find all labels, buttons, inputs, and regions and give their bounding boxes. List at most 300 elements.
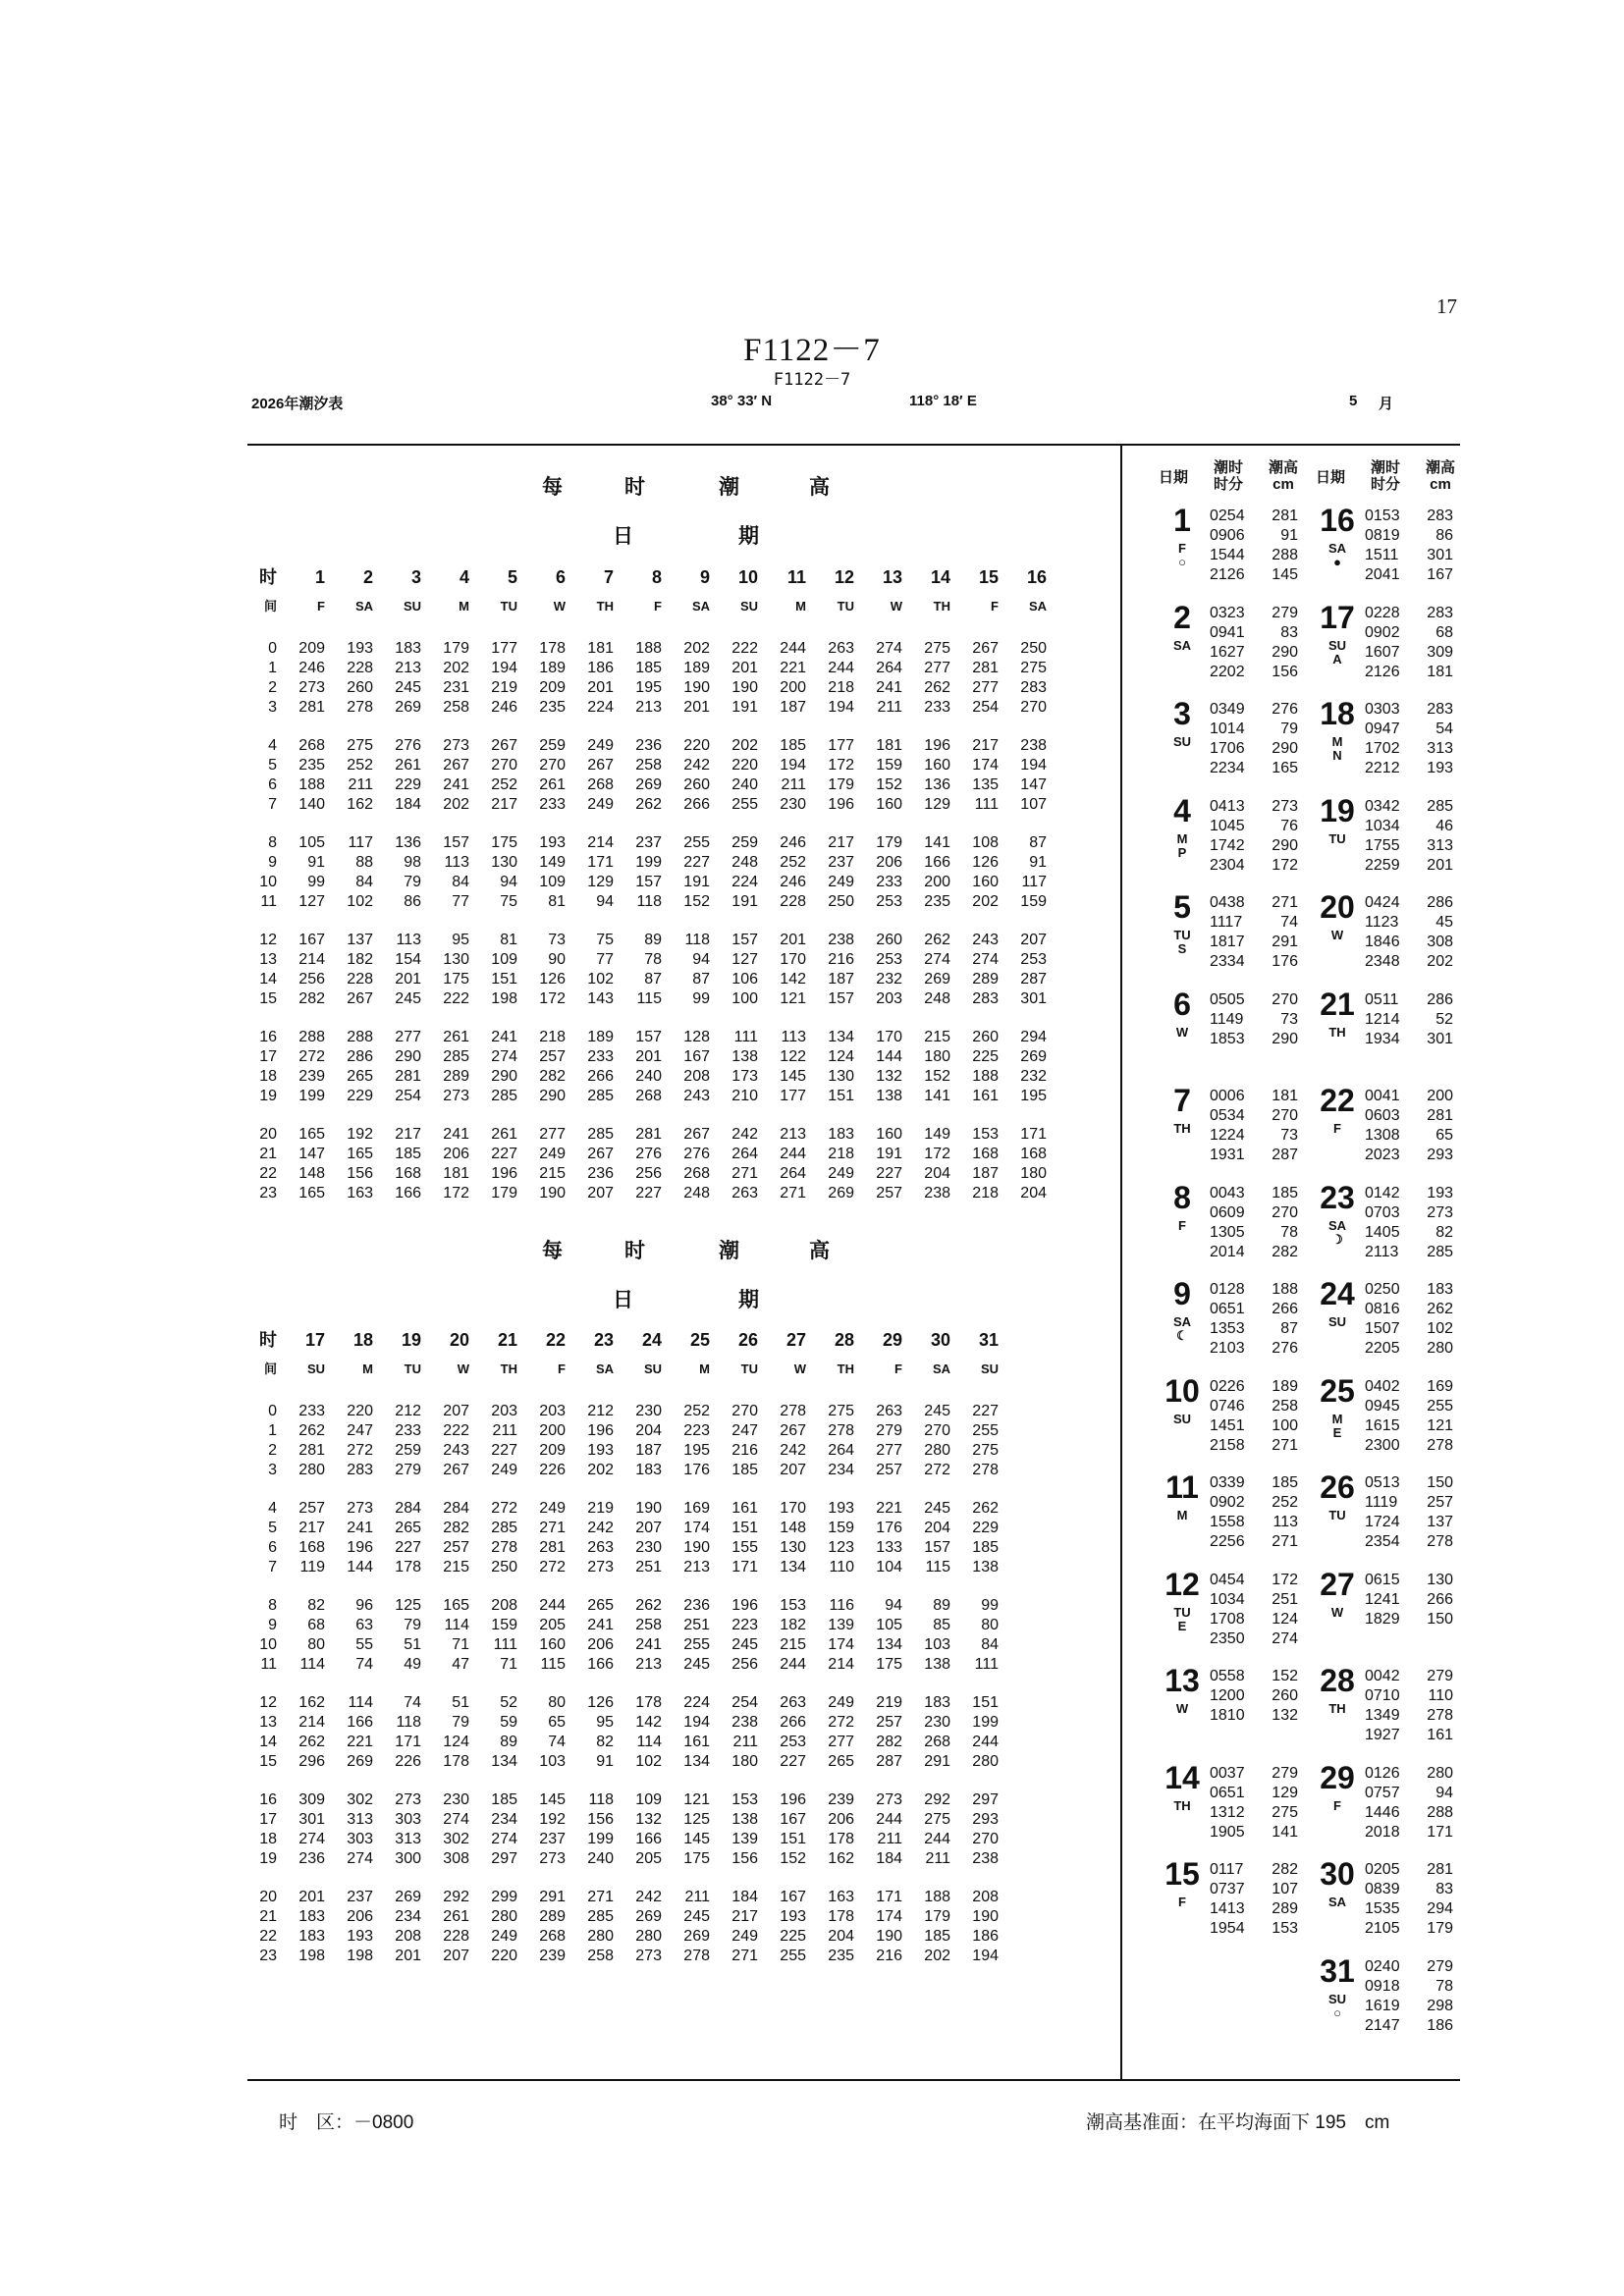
weekday-label: W — [553, 599, 566, 614]
tide-time: 1702 — [1365, 740, 1400, 757]
height-cell: 188 — [298, 776, 325, 793]
height-cell: 102 — [635, 1753, 662, 1770]
height-cell: 283 — [972, 990, 999, 1007]
weekday-label: M — [795, 599, 806, 614]
tide-height: 189 — [1272, 1377, 1298, 1395]
tide-event — [1365, 1280, 1453, 1300]
tide-event — [1210, 663, 1298, 682]
tide-day-number: 16 — [1320, 503, 1355, 538]
height-cell: 105 — [298, 834, 325, 851]
height-cell: 259 — [731, 834, 758, 851]
tide-event — [1210, 623, 1298, 643]
tide-times — [1365, 1184, 1453, 1262]
height-cell: 285 — [587, 1088, 614, 1104]
tide-event — [1365, 739, 1453, 759]
tide-time: 1810 — [1210, 1707, 1245, 1724]
height-cell: 309 — [298, 1791, 325, 1808]
height-cell: 249 — [491, 1928, 517, 1945]
tide-time: 2023 — [1365, 1147, 1400, 1163]
tide-day-number: 15 — [1164, 1856, 1200, 1892]
height-cell: 193 — [780, 1908, 806, 1925]
height-cell: 185 — [731, 1462, 758, 1478]
height-cell: 241 — [443, 1126, 469, 1143]
phase-mark: ● — [1333, 555, 1341, 569]
height-cell: 80 — [981, 1617, 999, 1633]
weekday-label: W — [1175, 1701, 1189, 1716]
height-cell: 313 — [347, 1811, 373, 1828]
tide-time: 1544 — [1210, 547, 1245, 563]
height-cell: 201 — [635, 1048, 662, 1065]
height-cell: 51 — [404, 1636, 421, 1653]
height-cell: 168 — [395, 1165, 421, 1182]
tide-event — [1365, 990, 1453, 1010]
height-cell: 145 — [683, 1831, 710, 1847]
height-cell: 245 — [924, 1500, 950, 1517]
tide-event — [1210, 1706, 1298, 1726]
tide-day-number: 20 — [1320, 889, 1355, 925]
height-cell: 231 — [443, 679, 469, 696]
tide-day-weekday — [1320, 1026, 1355, 1040]
tide-height: 156 — [1272, 663, 1298, 680]
height-cell: 86 — [404, 893, 421, 910]
height-cell: 106 — [731, 971, 758, 988]
height-cell: 267 — [587, 1146, 614, 1162]
height-cell: 247 — [347, 1422, 373, 1439]
tide-day-number: 10 — [1164, 1372, 1200, 1409]
height-cell: 272 — [347, 1442, 373, 1459]
tide-event — [1365, 1300, 1453, 1319]
height-cell: 222 — [443, 990, 469, 1007]
height-cell: 258 — [635, 1617, 662, 1633]
tide-times — [1365, 893, 1453, 972]
height-cell: 178 — [635, 1694, 662, 1711]
tide-event — [1210, 1610, 1298, 1629]
height-cell: 285 — [587, 1126, 614, 1143]
height-cell: 175 — [491, 834, 517, 851]
height-cell: 103 — [539, 1753, 566, 1770]
height-cell: 161 — [972, 1088, 999, 1104]
height-cell: 237 — [828, 854, 854, 871]
tide-event — [1365, 1610, 1453, 1629]
height-cell: 189 — [539, 660, 566, 676]
hour-label: 1 — [268, 1422, 277, 1439]
weekday-label: TH — [500, 1362, 517, 1376]
side-header-date-2: 日期 — [1316, 469, 1346, 486]
height-cell: 157 — [635, 874, 662, 890]
height-cell: 246 — [491, 699, 517, 716]
height-cell: 213 — [780, 1126, 806, 1143]
height-cell: 161 — [731, 1500, 758, 1517]
height-cell: 217 — [731, 1908, 758, 1925]
height-cell: 194 — [828, 699, 854, 716]
height-cell: 230 — [635, 1403, 662, 1419]
tide-time: 0703 — [1365, 1203, 1400, 1221]
height-cell: 182 — [780, 1617, 806, 1633]
height-cell: 255 — [972, 1422, 999, 1439]
height-cell: 126 — [587, 1694, 614, 1711]
height-cell: 207 — [443, 1948, 469, 1964]
tide-event — [1210, 1823, 1298, 1842]
height-cell: 242 — [780, 1442, 806, 1459]
page-title: F1122－7 — [743, 333, 881, 368]
height-cell: 236 — [587, 1165, 614, 1182]
hour-label: 3 — [268, 1462, 277, 1478]
height-cell: 168 — [1020, 1146, 1047, 1162]
tide-event — [1210, 1513, 1298, 1532]
tide-time: 0006 — [1210, 1088, 1245, 1104]
height-cell: 282 — [298, 990, 325, 1007]
height-cell: 194 — [972, 1948, 999, 1964]
spacer-cell — [247, 1772, 277, 1790]
height-cell: 238 — [1020, 737, 1047, 754]
height-cell: 89 — [933, 1597, 950, 1614]
height-cell: 291 — [924, 1753, 950, 1770]
spacer-row — [247, 1383, 999, 1402]
tide-time: 0609 — [1210, 1203, 1245, 1221]
day-number: 9 — [699, 567, 710, 587]
height-cell: 254 — [395, 1088, 421, 1104]
height-cell: 206 — [347, 1908, 373, 1925]
hour-label-bottom: 间 — [263, 1362, 277, 1376]
height-cell: 280 — [635, 1928, 662, 1945]
tide-height: 275 — [1272, 1803, 1298, 1821]
height-cell: 206 — [876, 854, 902, 871]
tide-event — [1210, 1243, 1298, 1262]
heading-char: 时 — [624, 1240, 645, 1262]
height-cell: 129 — [924, 796, 950, 813]
tide-time: 2018 — [1365, 1823, 1400, 1841]
height-cell: 159 — [876, 757, 902, 774]
height-cell: 223 — [683, 1422, 710, 1439]
height-cell: 217 — [395, 1126, 421, 1143]
tide-day-number: 27 — [1320, 1566, 1355, 1602]
weekday-label: TU — [1173, 928, 1191, 942]
height-cell: 204 — [924, 1520, 950, 1536]
weekday-label: TH — [1328, 1701, 1346, 1716]
tide-time: 0128 — [1210, 1281, 1245, 1298]
height-cell: 91 — [307, 854, 325, 871]
height-cell: 194 — [683, 1714, 710, 1731]
tide-time: 0651 — [1210, 1784, 1245, 1801]
tide-height: 279 — [1427, 1668, 1453, 1684]
height-cell: 225 — [780, 1928, 806, 1945]
height-cell: 212 — [587, 1403, 614, 1419]
height-cell: 160 — [876, 1126, 902, 1143]
tide-height: 290 — [1272, 740, 1298, 757]
height-cell: 267 — [443, 757, 469, 774]
tide-times — [1210, 1860, 1298, 1939]
height-cell: 244 — [828, 660, 854, 676]
tide-height: 271 — [1272, 1533, 1298, 1550]
height-cell: 187 — [780, 699, 806, 716]
hour-label: 18 — [259, 1068, 277, 1085]
heading-char: 时 — [624, 476, 645, 499]
weekday-label: TU — [740, 1362, 758, 1376]
hour-row — [247, 1145, 1047, 1164]
height-cell: 107 — [1020, 796, 1047, 813]
height-cell: 249 — [539, 1500, 566, 1517]
hour-label: 19 — [259, 1088, 277, 1104]
height-cell: 290 — [539, 1088, 566, 1104]
tide-height: 313 — [1427, 740, 1453, 757]
day-number-row — [247, 1324, 999, 1356]
height-cell: 191 — [731, 893, 758, 910]
tide-event — [1365, 856, 1453, 876]
height-cell: 196 — [731, 1597, 758, 1614]
day-number: 30 — [930, 1330, 950, 1350]
height-cell: 166 — [347, 1714, 373, 1731]
height-cell: 172 — [443, 1185, 469, 1201]
tide-event — [1210, 1126, 1298, 1146]
height-cell: 221 — [780, 660, 806, 676]
height-cell: 203 — [491, 1403, 517, 1419]
height-cell: 185 — [635, 660, 662, 676]
day-number: 24 — [641, 1330, 662, 1350]
page-number: 17 — [1436, 294, 1457, 318]
hour-row — [247, 892, 1047, 912]
height-cell: 155 — [731, 1539, 758, 1556]
tide-height: 150 — [1427, 1474, 1453, 1491]
height-cell: 195 — [1020, 1088, 1047, 1104]
height-cell: 268 — [635, 1088, 662, 1104]
height-cell: 280 — [298, 1462, 325, 1478]
tide-time: 1853 — [1210, 1030, 1245, 1047]
height-cell: 224 — [683, 1694, 710, 1711]
height-cell: 181 — [443, 1165, 469, 1182]
height-cell: 153 — [972, 1126, 999, 1143]
height-cell: 130 — [780, 1539, 806, 1556]
tide-times — [1365, 1957, 1453, 2036]
tide-event — [1365, 1513, 1453, 1532]
day-number: 2 — [362, 567, 373, 587]
weekday-label: W — [1175, 1024, 1189, 1040]
height-cell: 85 — [933, 1617, 950, 1633]
height-cell: 182 — [347, 951, 373, 968]
height-cell: 208 — [683, 1068, 710, 1085]
day-number: 3 — [410, 567, 421, 587]
tide-height: 279 — [1427, 1957, 1453, 1975]
height-cell: 190 — [972, 1908, 999, 1925]
weekday-label: SU — [1172, 1411, 1192, 1426]
height-cell: 313 — [395, 1831, 421, 1847]
height-cell: 208 — [491, 1597, 517, 1614]
tide-time: 2113 — [1365, 1243, 1399, 1260]
height-cell: 303 — [395, 1811, 421, 1828]
height-cell: 95 — [452, 932, 469, 948]
height-cell: 113 — [444, 854, 469, 871]
height-cell: 241 — [635, 1636, 662, 1653]
height-cell: 272 — [491, 1500, 517, 1517]
tide-time: 1117 — [1210, 914, 1243, 931]
height-cell: 262 — [298, 1422, 325, 1439]
phase-mark: S — [1177, 941, 1187, 956]
height-cell: 171 — [731, 1559, 758, 1575]
tide-times — [1365, 507, 1453, 585]
hour-label: 20 — [259, 1126, 277, 1143]
tide-height: 288 — [1272, 547, 1298, 563]
tide-event — [1210, 1436, 1298, 1456]
hour-label: 7 — [268, 796, 277, 813]
height-cell: 187 — [972, 1165, 999, 1182]
height-cell: 227 — [635, 1185, 662, 1201]
height-cell: 288 — [347, 1029, 373, 1045]
height-cell: 115 — [540, 1656, 566, 1673]
height-cell: 180 — [1020, 1165, 1047, 1182]
tide-day-weekday — [1164, 1702, 1200, 1716]
weekday-label: F — [1333, 1121, 1341, 1136]
height-cell: 195 — [683, 1442, 710, 1459]
height-cell: 290 — [395, 1048, 421, 1065]
height-cell: 216 — [828, 951, 854, 968]
phase-mark: N — [1332, 748, 1342, 763]
height-cell: 265 — [828, 1753, 854, 1770]
height-cell: 269 — [635, 1908, 662, 1925]
hour-row — [247, 1790, 999, 1810]
weekday-label: TH — [1173, 1121, 1191, 1136]
height-cell: 151 — [731, 1520, 758, 1536]
height-cell: 176 — [876, 1520, 902, 1536]
height-cell: 115 — [925, 1559, 950, 1575]
height-cell: 177 — [491, 640, 517, 657]
tide-times — [1210, 507, 1298, 585]
hour-label: 23 — [259, 1948, 277, 1964]
tide-times — [1365, 700, 1453, 778]
height-cell: 206 — [587, 1636, 614, 1653]
height-cell: 134 — [828, 1029, 854, 1045]
tide-event — [1365, 836, 1453, 856]
tide-day-weekday — [1320, 1702, 1355, 1716]
hour-row — [247, 1067, 1047, 1087]
hour-label: 12 — [259, 932, 277, 948]
weekday-label: SA — [1327, 1895, 1347, 1909]
day-number: 31 — [978, 1330, 999, 1350]
height-cell: 256 — [298, 971, 325, 988]
height-cell: 281 — [298, 699, 325, 716]
height-cell: 287 — [876, 1753, 902, 1770]
day-number-row — [247, 561, 1047, 593]
tide-height: 68 — [1435, 623, 1453, 641]
phase-mark: E — [1332, 1424, 1342, 1440]
tide-time: 0037 — [1210, 1764, 1245, 1782]
height-cell: 209 — [539, 1442, 566, 1459]
tide-height: 161 — [1427, 1727, 1453, 1743]
height-cell: 111 — [733, 1029, 758, 1045]
height-cell: 201 — [780, 932, 806, 948]
weekday-label: TU — [837, 599, 854, 614]
height-cell: 87 — [644, 971, 662, 988]
height-cell: 274 — [876, 640, 902, 657]
tide-height: 179 — [1427, 1920, 1453, 1937]
height-cell: 241 — [443, 776, 469, 793]
heading-char: 潮 — [719, 1240, 739, 1262]
tide-day-number: 9 — [1173, 1276, 1191, 1311]
height-cell: 75 — [596, 932, 614, 948]
tide-times — [1210, 1280, 1298, 1359]
tide-event — [1365, 1203, 1453, 1223]
height-cell: 208 — [395, 1928, 421, 1945]
tide-event — [1365, 1010, 1453, 1030]
height-cell: 256 — [635, 1165, 662, 1182]
weekday-label: F — [894, 1362, 902, 1376]
height-cell: 204 — [635, 1422, 662, 1439]
height-cell: 234 — [828, 1462, 854, 1478]
weekday-label: W — [890, 599, 902, 614]
hour-row — [247, 873, 1047, 892]
hour-label: 11 — [260, 893, 277, 910]
weekday-label: SU — [1327, 1314, 1347, 1329]
hour-row — [247, 1733, 999, 1752]
height-cell: 259 — [395, 1442, 421, 1459]
height-cell: 166 — [587, 1656, 614, 1673]
hour-row — [247, 1752, 999, 1772]
height-cell: 253 — [1020, 951, 1047, 968]
tide-height: 73 — [1280, 1127, 1298, 1144]
tide-height: 150 — [1427, 1610, 1453, 1628]
height-cell: 242 — [731, 1126, 758, 1143]
tide-time: 1413 — [1210, 1900, 1245, 1917]
height-cell: 213 — [395, 660, 421, 676]
height-cell: 166 — [635, 1831, 662, 1847]
tide-event — [1210, 1532, 1298, 1552]
height-cell: 261 — [395, 757, 421, 774]
tide-height: 107 — [1272, 1881, 1298, 1897]
height-cell: 235 — [924, 893, 950, 910]
tide-event — [1210, 913, 1298, 933]
latitude: 38° 33′ N — [711, 393, 773, 409]
height-cell: 285 — [491, 1088, 517, 1104]
height-cell: 184 — [731, 1889, 758, 1905]
hour-row — [247, 659, 1047, 678]
height-cell: 249 — [587, 737, 614, 754]
tide-height: 278 — [1427, 1533, 1453, 1550]
tide-time: 2256 — [1210, 1533, 1245, 1550]
tide-height: 82 — [1435, 1223, 1453, 1241]
height-cell: 238 — [924, 1185, 950, 1201]
tide-event — [1210, 1493, 1298, 1513]
hour-row — [247, 1616, 999, 1635]
height-cell: 262 — [924, 932, 950, 948]
height-cell: 109 — [635, 1791, 662, 1808]
height-cell: 245 — [924, 1403, 950, 1419]
height-cell: 269 — [395, 699, 421, 716]
side-header-time-bottom: 时分 — [1371, 476, 1401, 493]
height-cell: 143 — [587, 990, 614, 1007]
height-cell: 181 — [587, 640, 614, 657]
height-cell: 237 — [539, 1831, 566, 1847]
height-cell: 177 — [828, 737, 854, 754]
height-cell: 249 — [828, 1165, 854, 1182]
tide-event — [1210, 1030, 1298, 1049]
tide-event — [1365, 565, 1453, 585]
tide-time: 2014 — [1210, 1243, 1245, 1260]
height-cell: 228 — [347, 660, 373, 676]
height-cell: 168 — [972, 1146, 999, 1162]
tide-event — [1210, 565, 1298, 585]
height-cell: 109 — [539, 874, 566, 890]
height-cell: 250 — [1020, 640, 1047, 657]
height-cell: 244 — [780, 640, 806, 657]
height-cell: 280 — [587, 1928, 614, 1945]
tide-day-weekday — [1320, 1799, 1355, 1813]
height-cell: 273 — [539, 1850, 566, 1867]
height-cell: 227 — [780, 1753, 806, 1770]
height-cell: 117 — [348, 834, 373, 851]
tide-height: 78 — [1280, 1223, 1298, 1241]
height-cell: 245 — [683, 1908, 710, 1925]
height-cell: 174 — [876, 1908, 902, 1925]
height-cell: 187 — [828, 971, 854, 988]
tide-height: 278 — [1427, 1707, 1453, 1724]
